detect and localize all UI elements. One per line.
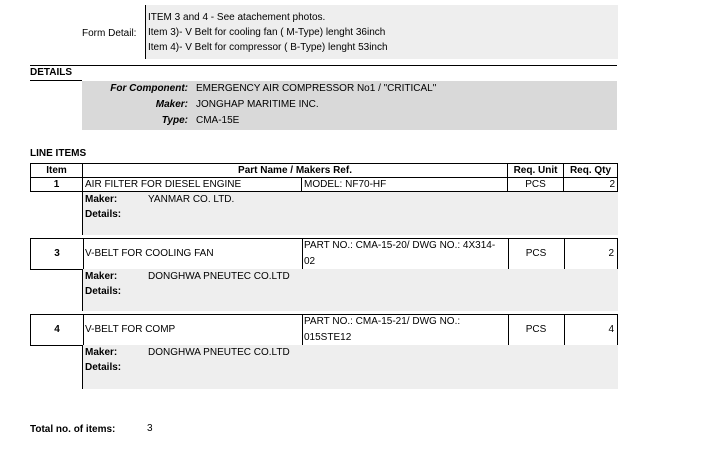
details-label: Details: [85,209,122,220]
component-value: EMERGENCY AIR COMPRESSOR No1 / "CRITICAL" [196,83,437,94]
table-row [31,178,618,192]
row-details-block [82,345,618,389]
row-item-number: 1 [31,178,83,192]
header-part: Part Name / Makers Ref. [83,164,508,178]
row-details-block [82,192,618,235]
form-detail-box [145,5,618,59]
row-part-name: V-BELT FOR COMP [85,324,176,335]
row-part-name: AIR FILTER FOR DIESEL ENGINE [83,178,302,192]
row-unit: PCS [508,178,564,192]
row-part-ref: MODEL: NF70-HF [302,178,508,192]
header-item: Item [31,164,83,178]
maker-value: DONGHWA PNEUTEC CO.LTD [148,271,290,282]
component-type-label: Type: [161,115,188,126]
section-underline [30,80,82,81]
maker-label: Maker: [85,271,118,282]
maker-value: DONGHWA PNEUTEC CO.LTD [148,347,290,358]
row-qty: 2 [608,248,614,259]
details-title: DETAILS [30,67,73,78]
details-label: Details: [85,362,122,373]
row-part-ref-cont: 02 [304,256,316,267]
maker-label: Maker: [85,347,118,358]
component-type-value: CMA-15E [196,115,240,126]
table-row [30,314,618,346]
form-detail-line: ITEM 3 and 4 - See atachement photos. [148,12,326,23]
row-part-name: V-BELT FOR COOLING FAN [85,248,214,259]
line-items-title: LINE ITEMS [30,148,87,159]
form-detail-line: Item 4)- V Belt for compressor ( B-Type) lenght 53inch [148,42,388,53]
total-items-value: 3 [147,423,153,434]
row-qty: 2 [564,178,618,192]
header-unit: Req. Unit [508,164,564,178]
component-info-box [82,81,617,130]
line-items-table [30,163,618,192]
component-label: For Component: [110,83,188,94]
form-detail-label: Form Detail: [82,28,137,39]
row-qty: 4 [608,324,614,335]
row-details-block [82,269,618,311]
maker-value: YANMAR CO. LTD. [148,194,235,205]
row-item-number: 4 [54,324,60,335]
maker-label: Maker: [85,194,118,205]
table-header-row [31,164,618,178]
header-qty: Req. Qty [564,164,618,178]
section-divider [30,65,617,66]
component-maker-value: JONGHAP MARITIME INC. [196,99,319,110]
total-items-label: Total no. of items: [30,424,116,435]
row-unit: PCS [525,248,547,259]
component-maker-label: Maker: [155,99,188,110]
table-row [30,238,618,270]
form-detail-line: Item 3)- V Belt for cooling fan ( M-Type) lenght 36inch [148,27,386,38]
row-part-ref: PART NO.: CMA-15-21/ DWG NO.: [304,316,461,327]
details-label: Details: [85,286,122,297]
row-part-ref-cont: 015STE12 [304,332,352,343]
row-part-ref: PART NO.: CMA-15-20/ DWG NO.: 4X314- [304,240,496,251]
row-unit: PCS [525,324,547,335]
row-item-number: 3 [54,248,60,259]
